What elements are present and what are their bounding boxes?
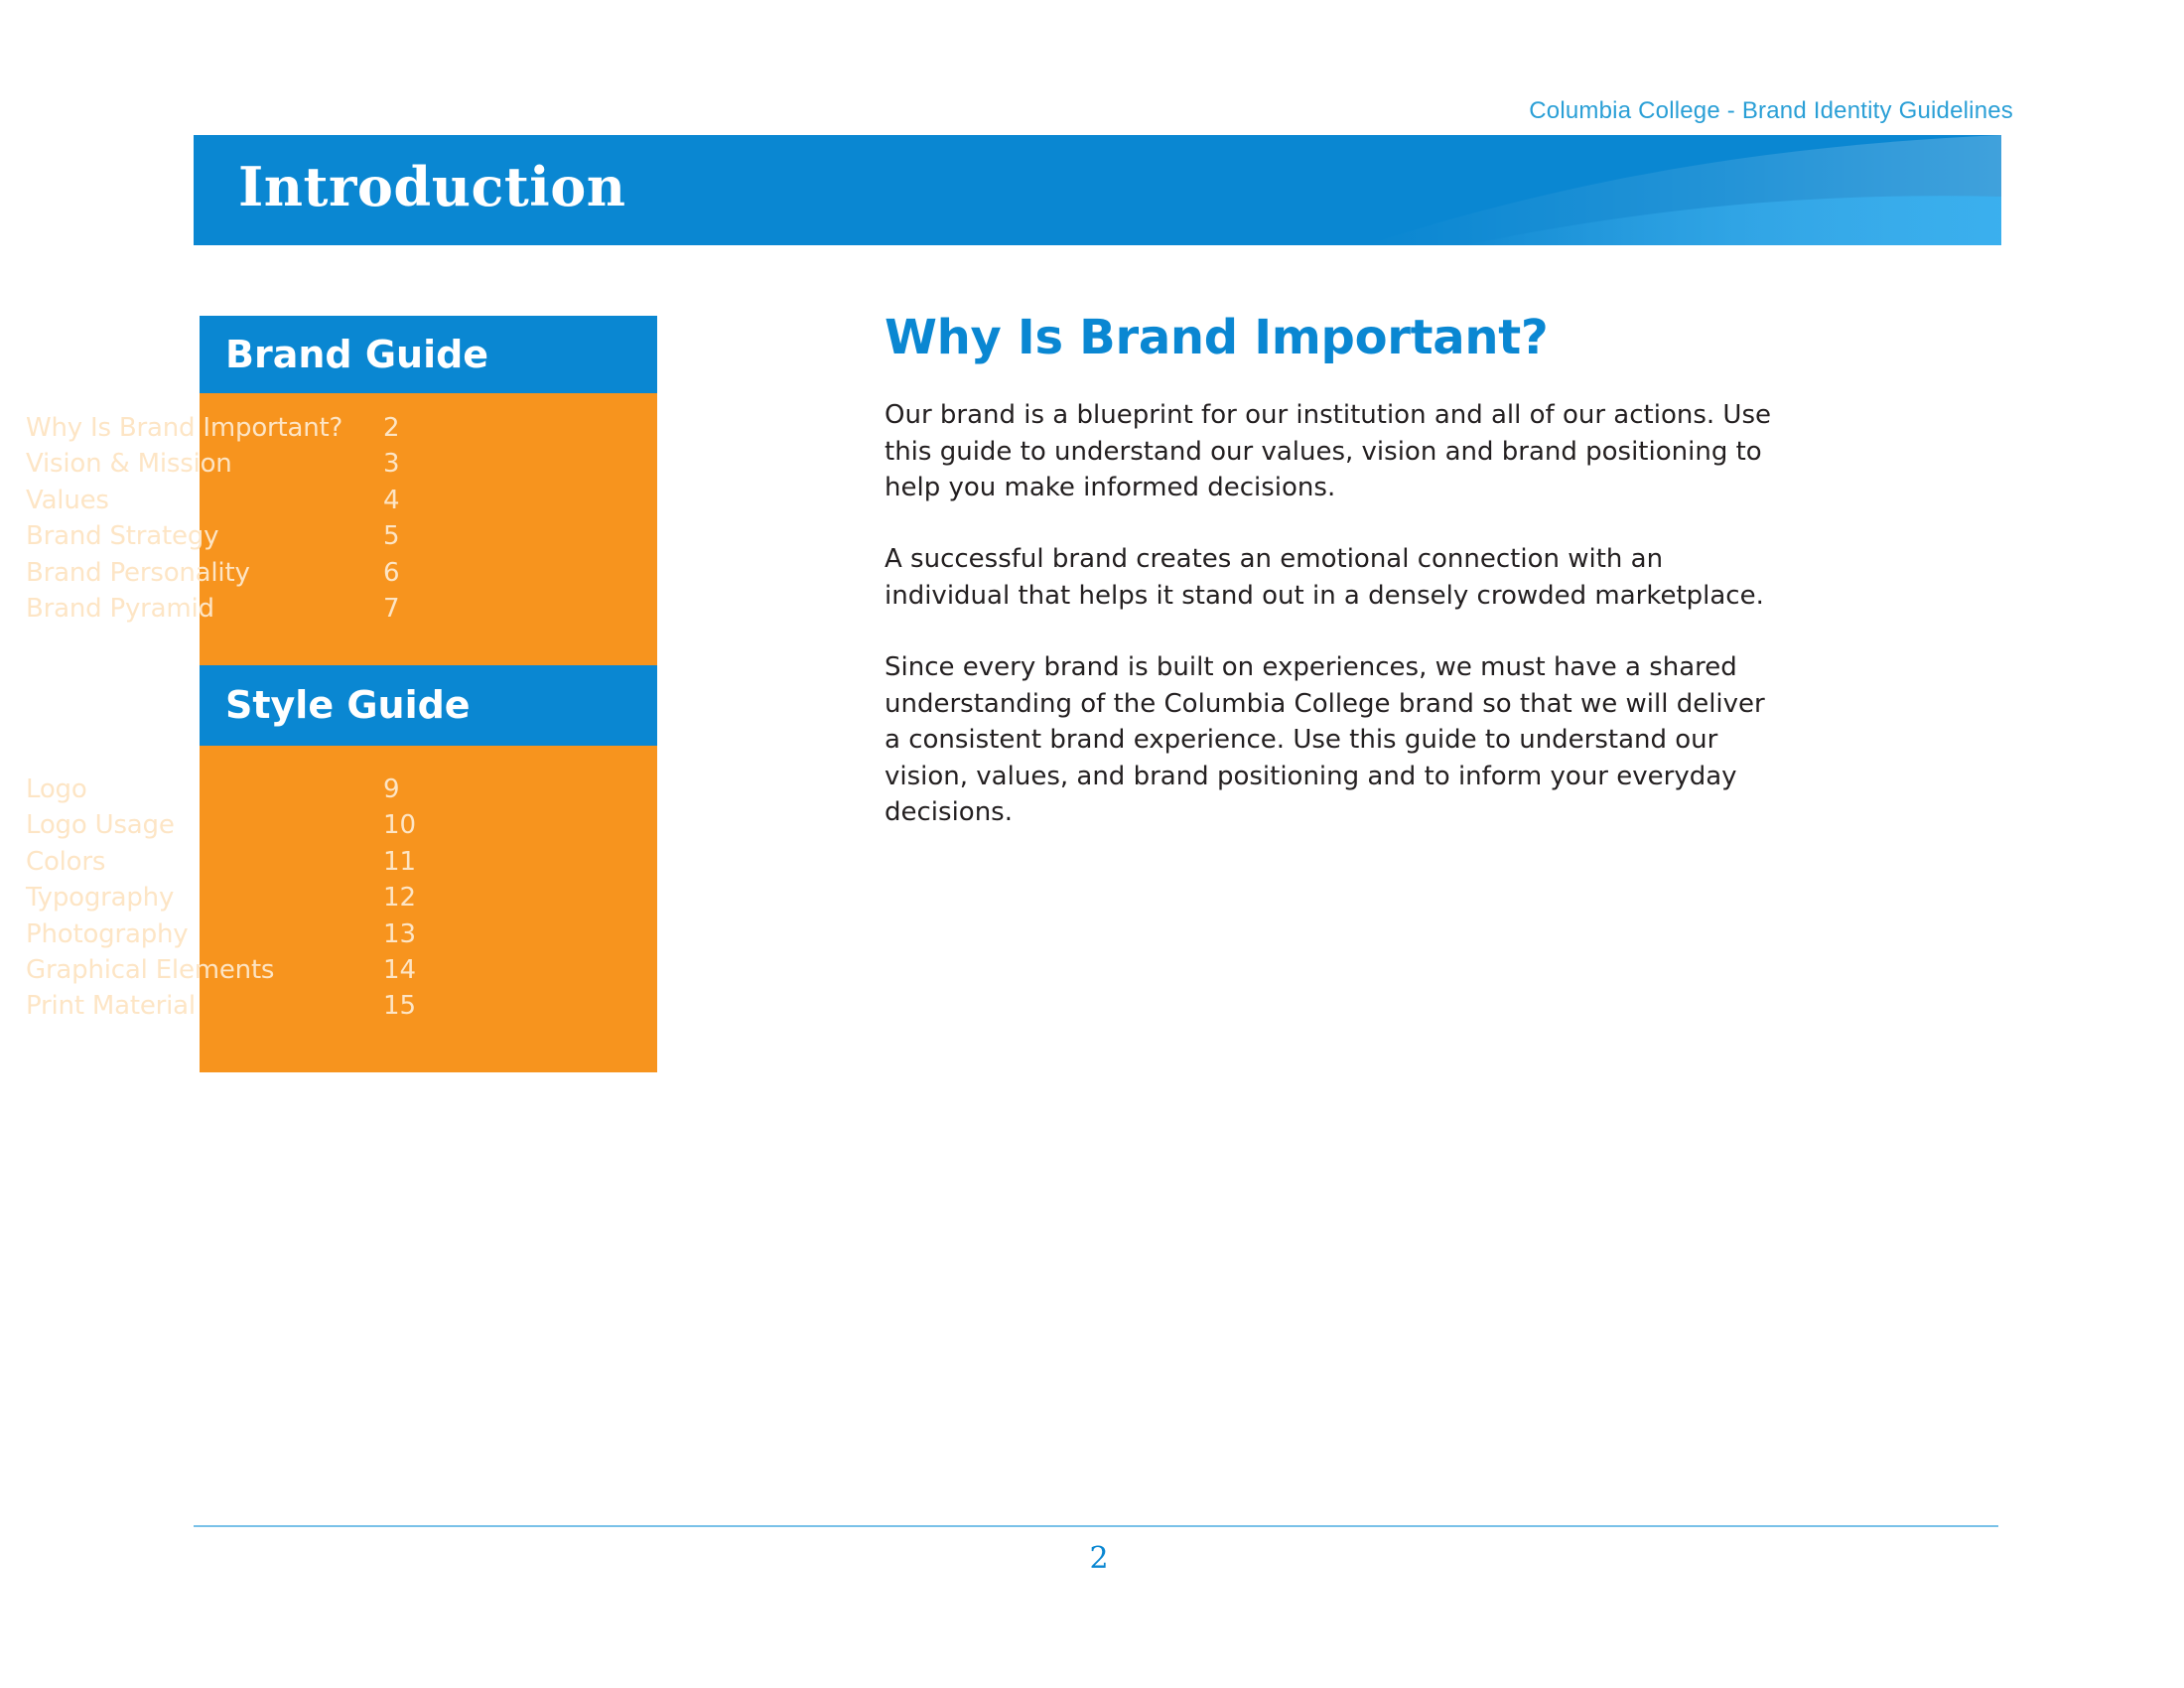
toc-item-page: 12 [383, 883, 417, 914]
toc-item[interactable] [26, 916, 433, 952]
toc-item-label: Colors [26, 846, 106, 877]
toc-item-label: Photography [26, 918, 189, 949]
toc-item[interactable] [26, 518, 433, 554]
toc-item-page: 9 [383, 774, 400, 804]
toc-item-page: 14 [383, 954, 417, 985]
toc-item-label: Brand Strategy [26, 521, 219, 552]
toc-item-label: Typography [26, 883, 175, 914]
body-paragraph: Since every brand is built on experiences, we must have a shared understanding of the Columbia College brand so that we will deliver a consistent brand experience. Use this guide to understand our vision, values, and brand positioning and to inform your everyday decisions. [885, 652, 1765, 827]
toc-section-title: Brand Guide [225, 333, 489, 376]
toc-item[interactable] [26, 844, 433, 880]
toc-section-title: Style Guide [225, 683, 471, 727]
toc-item-page: 7 [383, 593, 400, 624]
toc-item-label: Graphical Elements [26, 954, 275, 985]
toc-item-page: 10 [383, 810, 417, 841]
toc-item[interactable] [26, 807, 433, 843]
toc-section-brand-guide [200, 316, 657, 393]
body-paragraph: A successful brand creates an emotional connection with an individual that helps it stand out in a densely crowded marketplace. [885, 544, 1764, 611]
toc-item[interactable] [26, 591, 433, 627]
toc-item-page: 2 [383, 413, 400, 443]
toc-item[interactable] [26, 410, 433, 446]
toc-section-style-guide [200, 665, 657, 746]
section-heading: Why Is Brand Important? [885, 310, 1549, 365]
toc-item-label: Brand Pyramid [26, 593, 214, 624]
page-number: 2 [1089, 1541, 1109, 1576]
toc-item-page: 5 [383, 521, 400, 552]
body-paragraph: Our brand is a blueprint for our institution and all of our actions. Use this guide to understand our values, vision and brand positioning to help you make informed decisions. [885, 400, 1771, 502]
running-header: Columbia College - Brand Identity Guidelines [1529, 97, 2013, 124]
toc-item-page: 6 [383, 557, 400, 588]
toc-item-page: 3 [383, 449, 400, 480]
toc-item[interactable] [26, 772, 433, 807]
toc-item-page: 11 [383, 846, 417, 877]
toc-item[interactable] [26, 880, 433, 915]
toc-list-brand-guide [26, 410, 433, 627]
title-banner [194, 135, 2001, 245]
toc-list-style-guide [26, 772, 433, 1025]
toc-item[interactable] [26, 483, 433, 518]
toc-item-page: 13 [383, 918, 417, 949]
toc-item-page: 15 [383, 991, 417, 1022]
page-title: Introduction [238, 155, 626, 218]
toc-item-label: Why Is Brand Important? [26, 413, 343, 443]
toc-item-label: Print Material [26, 991, 196, 1022]
toc-item[interactable] [26, 988, 433, 1024]
toc-item-label: Logo [26, 774, 87, 804]
toc-item[interactable] [26, 446, 433, 482]
toc-item-page: 4 [383, 485, 400, 515]
toc-item-label: Brand Personality [26, 557, 250, 588]
footer-divider [194, 1525, 1998, 1527]
toc-item[interactable] [26, 952, 433, 988]
toc-item-label: Values [26, 485, 109, 515]
toc-item-label: Vision & Mission [26, 449, 232, 480]
toc-item[interactable] [26, 555, 433, 591]
toc-item-label: Logo Usage [26, 810, 175, 841]
